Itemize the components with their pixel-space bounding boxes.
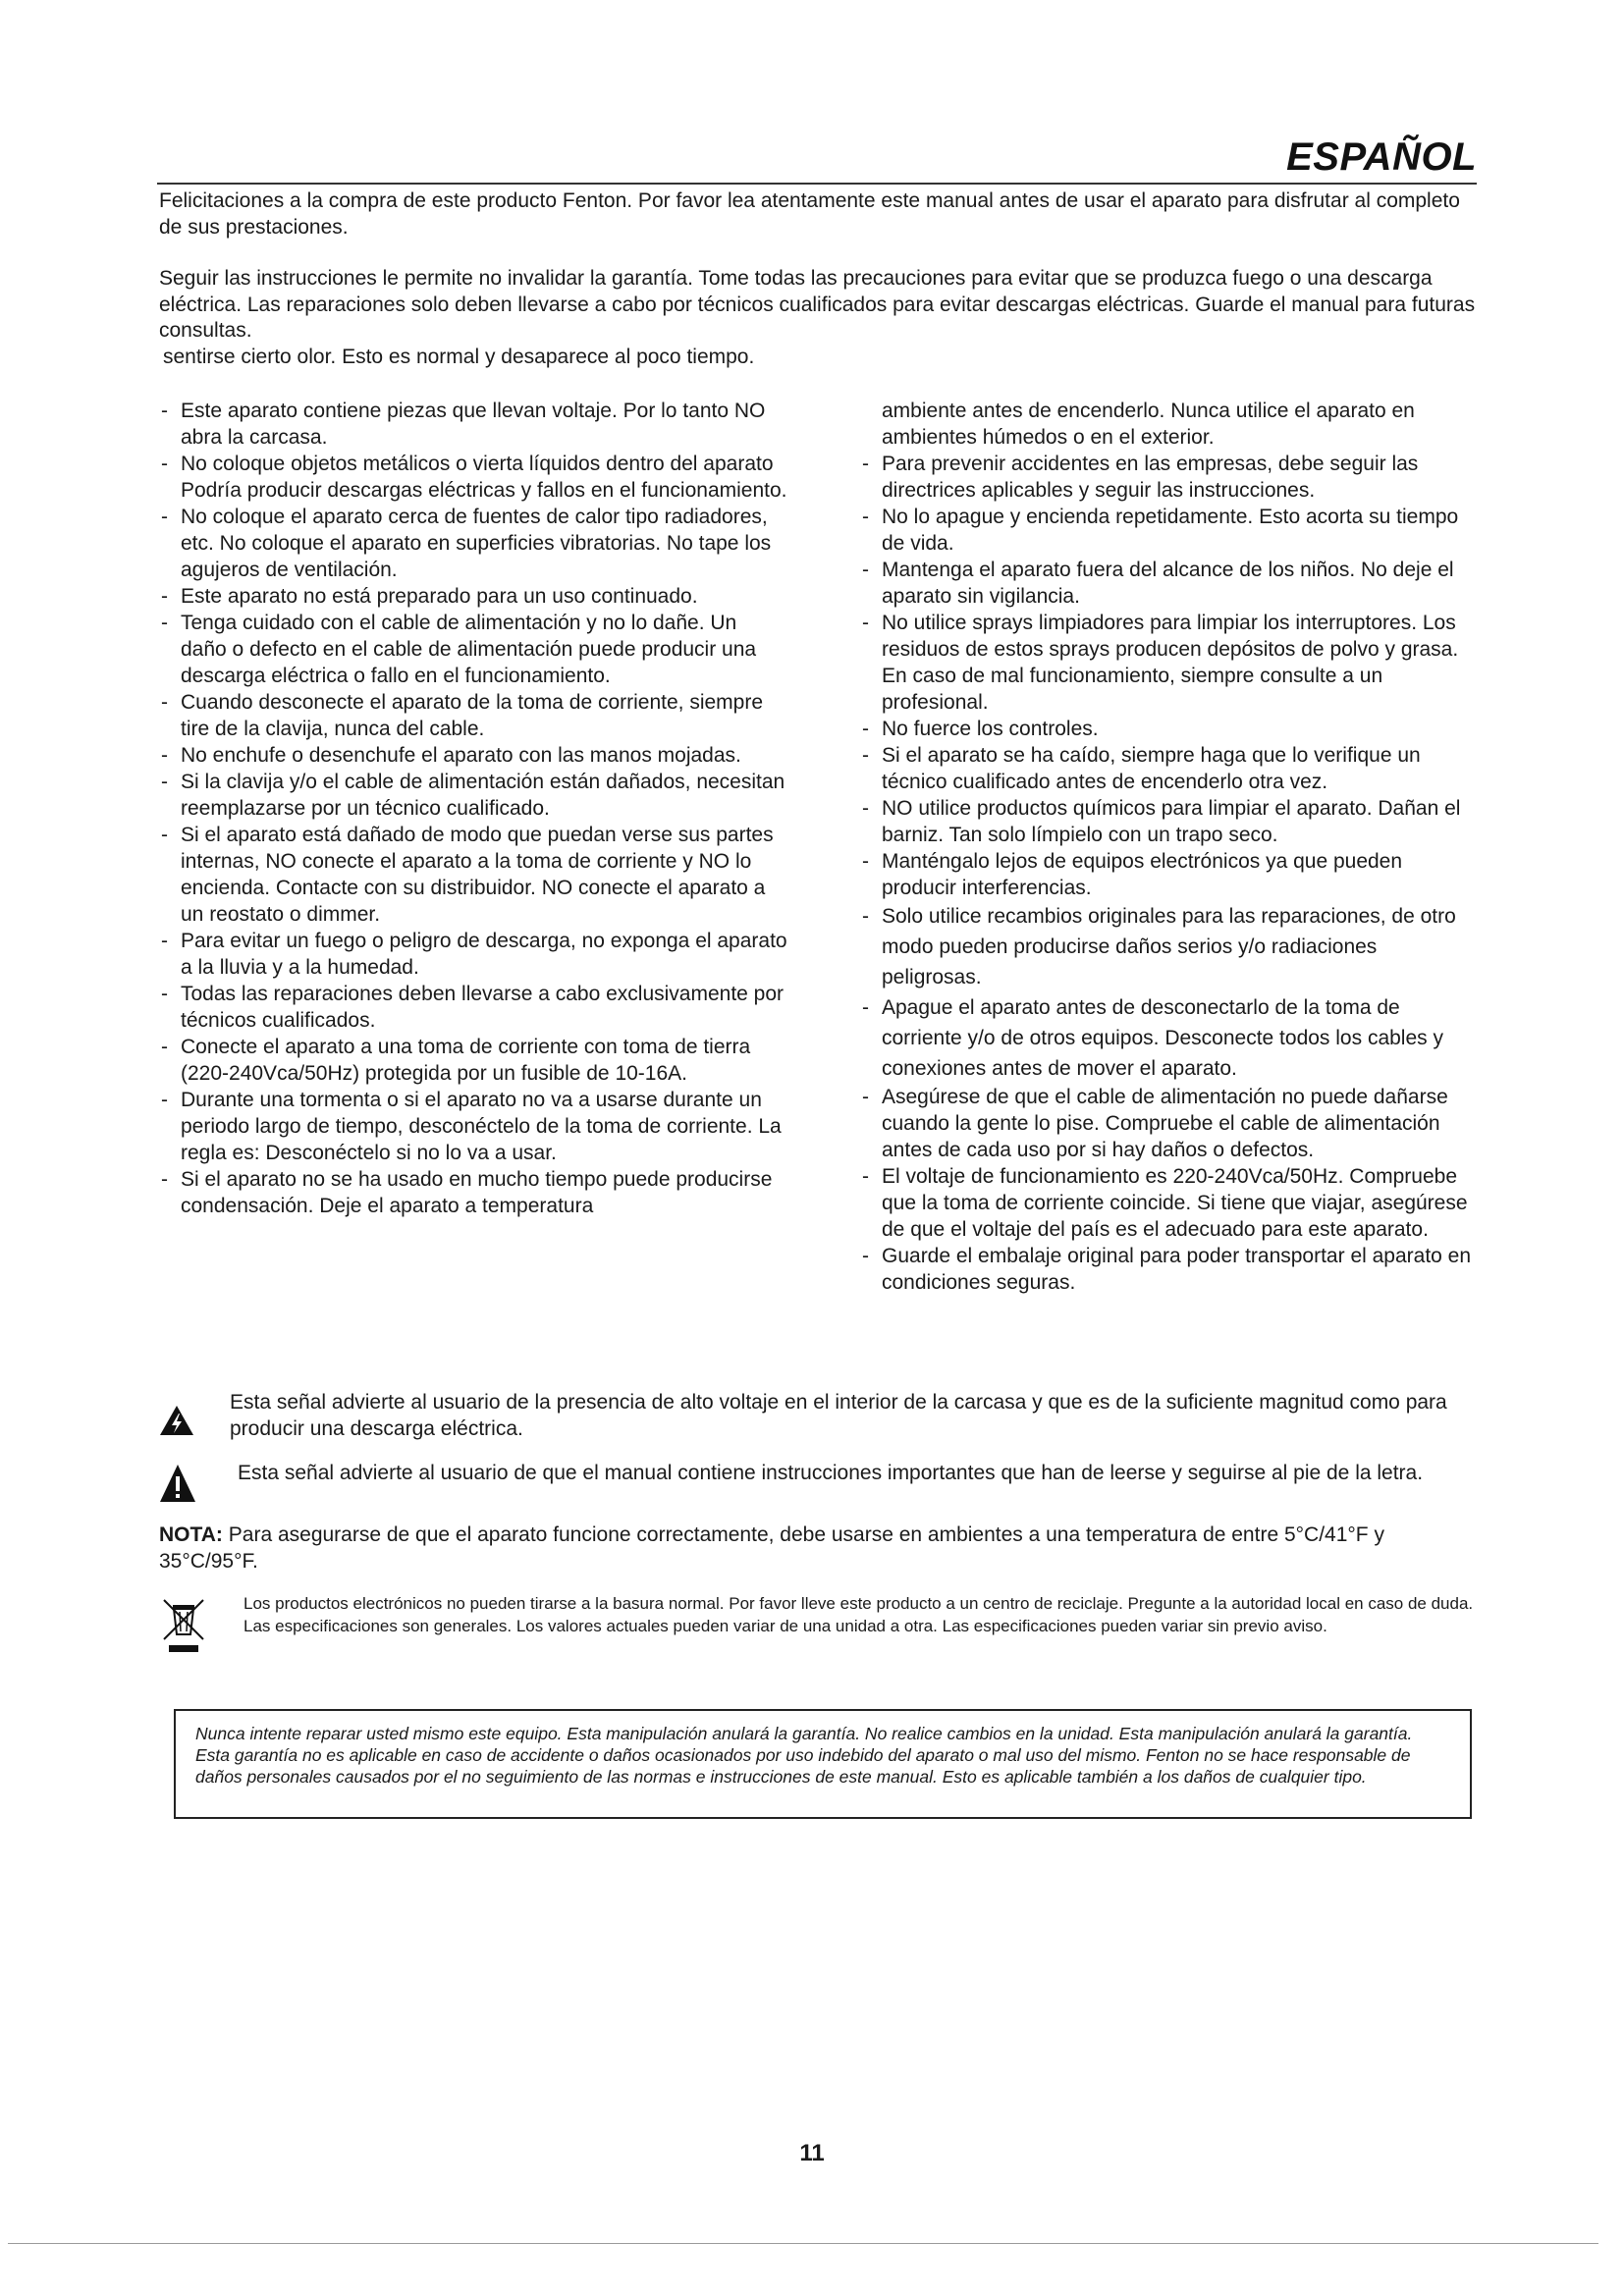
list-item: - Para evitar un fuego o peligro de descarga, no exponga el aparato a la lluvia y a la humedad. [159,928,787,981]
crossed-bin-icon [159,1596,210,1660]
list-continuation: ambiente antes de encenderlo. Nunca utilice el aparato en ambientes húmedos o en el exterior. [882,400,1415,449]
lightning-warning-icon [159,1405,194,1443]
manual-warning-text: Esta señal advierte al usuario de que el manual contiene instrucciones importantes que han de leerse y seguirse al pie de la letra. [238,1462,1424,1484]
list-item: - Si el aparato no se ha usado en mucho tiempo puede producirse condensación. Deje el aparato a temperatura [159,1166,787,1219]
warranty-notice-box [174,1709,1472,1819]
note-label: NOTA: [159,1523,223,1546]
page-language-heading: ESPAÑOL [1286,135,1477,179]
list-item: - No enchufe o desenchufe el aparato con las manos mojadas. [159,742,787,769]
exclamation-warning-icon [159,1464,196,1510]
intro-paragraph-1: Felicitaciones a la compra de este producto Fenton. Por favor lea atentamente este manual antes de usar el aparato para disfrutar al completo de sus prestaciones. [159,189,1460,239]
list-item: - Asegúrese de que el cable de alimentación no puede dañarse cuando la gente lo pise. Compruebe el cable de alimentación antes de cada uso por si hay daños o defectos. [860,1084,1479,1163]
list-item: - No fuerce los controles. [860,716,1479,742]
list-item: - Manténgalo lejos de equipos electrónicos ya que pueden producir interferencias. [860,848,1479,901]
temperature-note [159,1522,1480,1575]
list-item: - No coloque objetos metálicos o vierta líquidos dentro del aparato Podría producir descargas eléctricas y fallos en el funcionamiento. [159,451,787,504]
safety-list-left [159,398,787,1219]
list-item: - Durante una tormenta o si el aparato no va a usarse durante un periodo largo de tiempo, desconéctelo de la toma de corriente. La regla es: Desconéctelo si no lo va a usar. [159,1087,787,1166]
list-item: - Guarde el embalaje original para poder transportar el aparato en condiciones seguras. [860,1243,1479,1296]
note-text: Para asegurarse de que el aparato funcione correctamente, debe usarse en ambientes a una temperatura de entre 5°C/41°F y 35°C/95°F. [159,1523,1384,1573]
list-item: - Cuando desconecte el aparato de la toma de corriente, siempre tire de la clavija, nunca del cable. [159,689,787,742]
list-item: - Si el aparato se ha caído, siempre haga que lo verifique un técnico cualificado antes de encenderlo otra vez. [860,742,1479,795]
list-item: - Tenga cuidado con el cable de alimentación y no lo dañe. Un daño o defecto en el cable de alimentación puede producir una descarga eléctrica o fallo en el funcionamiento. [159,610,787,689]
list-item: - Si el aparato está dañado de modo que puedan verse sus partes internas, NO conecte el aparato a la toma de corriente y NO lo encienda. Contacte con su distribuidor. NO conecte el aparato a un reostato o dimmer. [159,822,787,928]
page-number: 11 [799,2140,825,2166]
list-item: - Todas las reparaciones deben llevarse a cabo exclusivamente por técnicos cualificados. [159,981,787,1034]
list-item: - Este aparato contiene piezas que llevan voltaje. Por lo tanto NO abra la carcasa. [159,398,787,451]
list-item: - Para prevenir accidentes en las empresas, debe seguir las directrices aplicables y seguir las instrucciones. [860,451,1479,504]
intro-section [159,188,1480,370]
list-item: - El voltaje de funcionamiento es 220-240Vca/50Hz. Compruebe que la toma de corriente coincide. Si tiene que viajar, asegúrese de que el voltaje del país es el adecuado para este aparato. [860,1163,1479,1243]
safety-list-right [860,398,1479,1296]
list-item: - Mantenga el aparato fuera del alcance de los niños. No deje el aparato sin vigilancia. [860,557,1479,610]
list-item: - No coloque el aparato cerca de fuentes de calor tipo radiadores, etc. No coloque el aparato en superficies vibratorias. No tape los agujeros de ventilación. [159,504,787,583]
footer-rule [8,2243,1598,2244]
list-item: - Apague el aparato antes de desconectarlo de la toma de corriente y/o de otros equipos. Desconecte todos los cables y conexiones antes de mover el aparato. [860,992,1479,1084]
list-item: - Conecte el aparato a una toma de corriente con toma de tierra (220-240Vca/50Hz) protegida por un fusible de 10-16A. [159,1034,787,1087]
weee-disposal-text: Los productos electrónicos no pueden tirarse a la basura normal. Por favor lleve este producto a un centro de reciclaje. Pregunte a la autoridad local en caso de duda. Las especificaciones son generales. Los valores actuales pueden variar de una unidad a otra. Las especificaciones pueden variar sin previo aviso. [244,1594,1474,1635]
header-rule [157,183,1477,185]
list-item: - No utilice sprays limpiadores para limpiar los interruptores. Los residuos de estos sprays producen depósitos de polvo y grasa. En caso de mal funcionamiento, siempre consulte a un profesional. [860,610,1479,716]
list-item: - NO utilice productos químicos para limpiar el aparato. Dañan el barniz. Tan solo límpielo con un trapo seco. [860,795,1479,848]
list-item: - Solo utilice recambios originales para las reparaciones, de otro modo pueden producirse daños serios y/o radiaciones peligrosas. [860,901,1479,992]
high-voltage-warning-text: Esta señal advierte al usuario de la presencia de alto voltaje en el interior de la carcasa y que es de la suficiente magnitud como para producir una descarga eléctrica. [230,1391,1447,1440]
list-item: - Si la clavija y/o el cable de alimentación están dañados, necesitan reemplazarse por un técnico cualificado. [159,769,787,822]
list-item: - No lo apague y encienda repetidamente. Esto acorta su tiempo de vida. [860,504,1479,557]
intro-paragraph-2: Seguir las instrucciones le permite no invalidar la garantía. Tome todas las precauciones para evitar que se produzca fuego o una descarga eléctrica. Las reparaciones solo deben llevarse a cabo por técnicos cualificados para evitar descargas eléctricas. Guarde el manual para futuras consultas. [159,267,1476,342]
warranty-notice-text: Nunca intente reparar usted mismo este equipo. Esta manipulación anulará la garantía. No realice cambios en la unidad. Esta manipulación anulará la garantía. Esta garantía no es aplicable en caso de accidente o daños ocasionados por uso indebido del aparato o mal uso del mismo. Fenton no se hace responsable de daños personales causados por el no seguimiento de las normas e instrucciones de este manual. Esto es aplicable también a los daños de cualquier tipo. [195,1724,1413,1787]
intro-paragraph-3: sentirse cierto olor. Esto es normal y desaparece al poco tiempo. [163,345,755,368]
list-item: - Este aparato no está preparado para un uso continuado. [159,583,787,610]
